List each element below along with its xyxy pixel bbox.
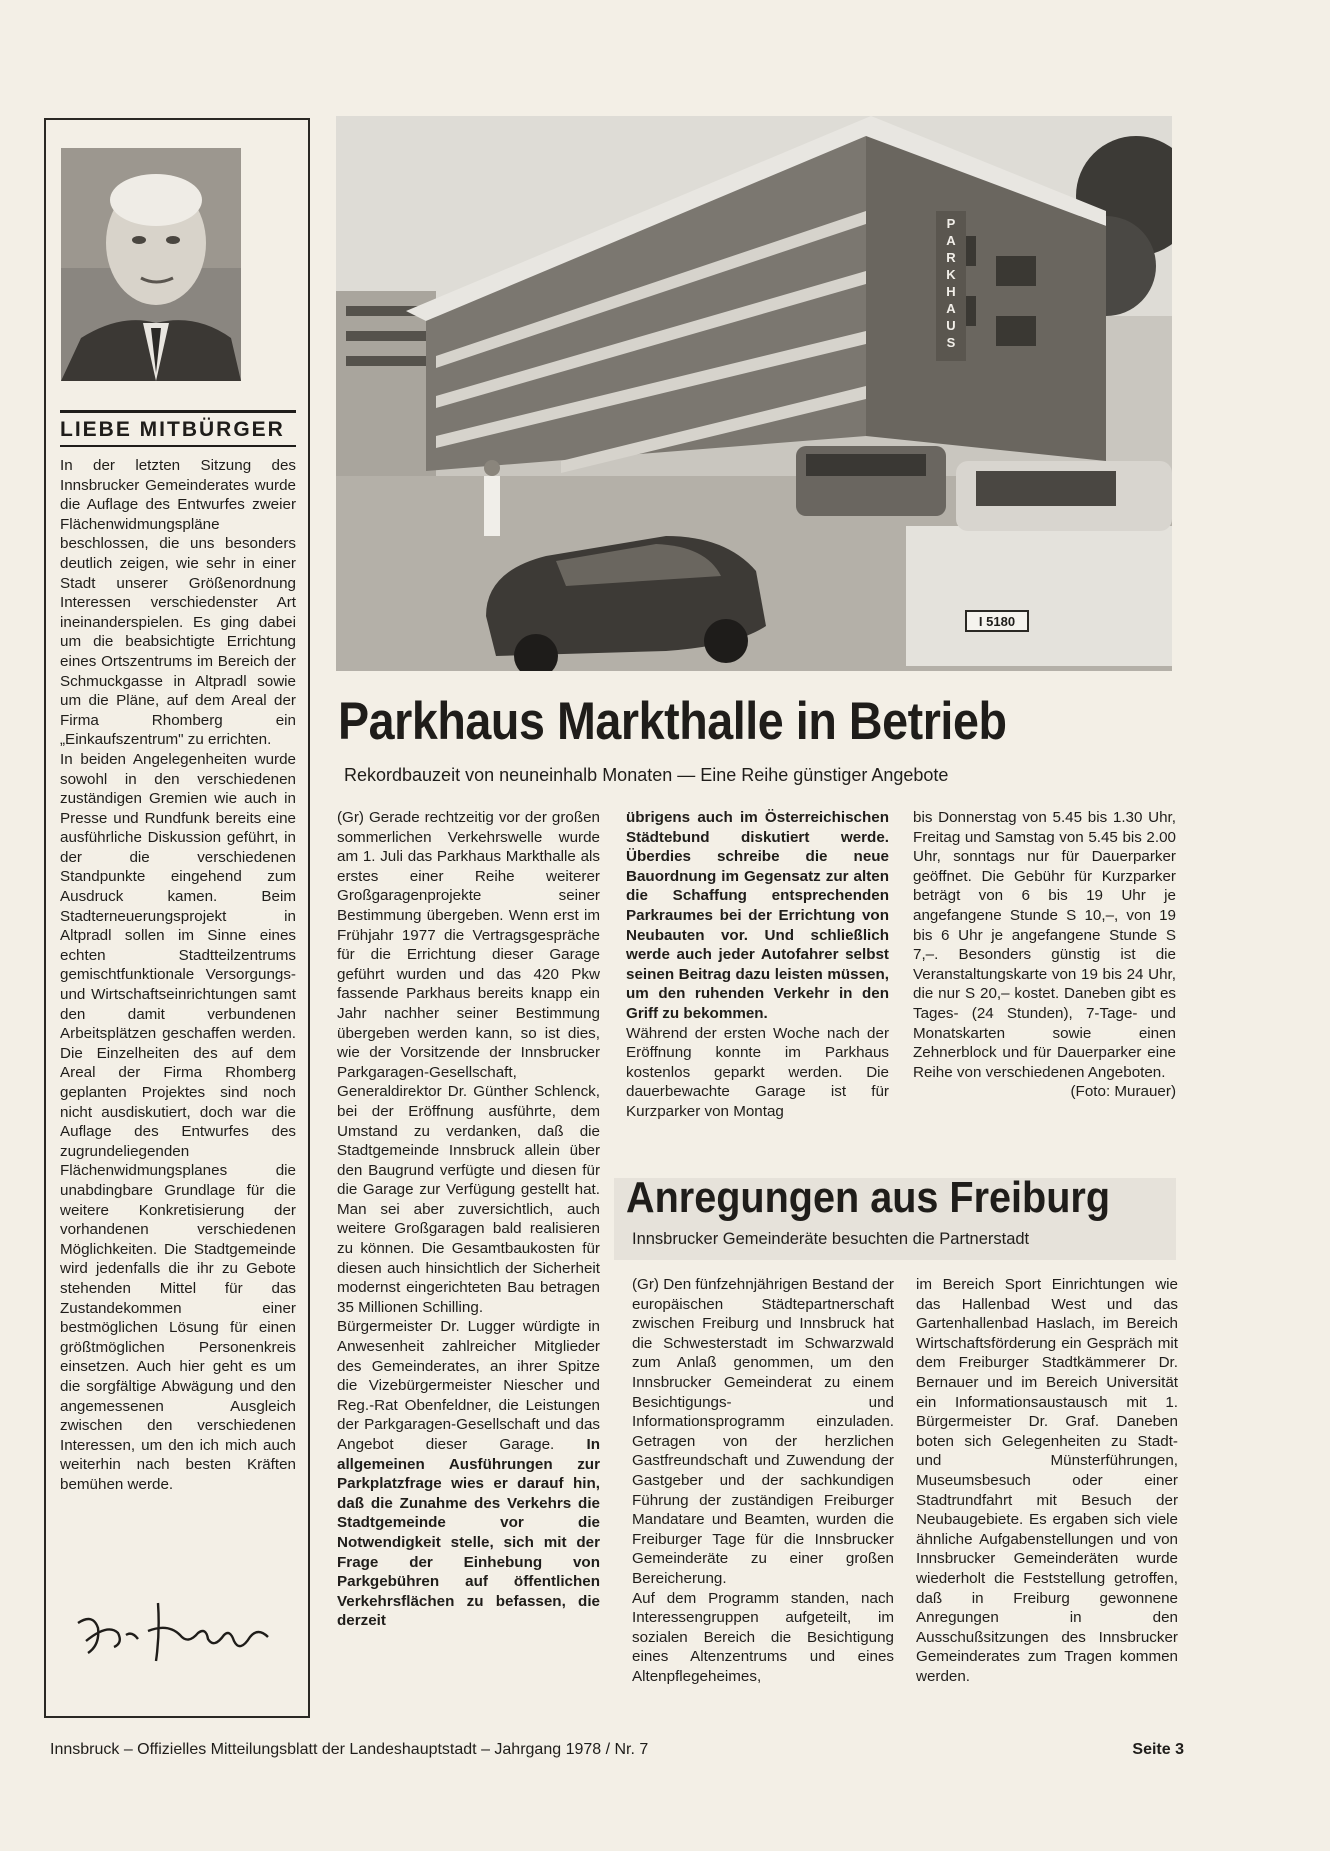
article1-subheadline: Rekordbauzeit von neuneinhalb Monaten — Eine Reihe günstiger Angebote xyxy=(344,765,949,785)
article1-paragraph: Während der ersten Woche nach der Eröffnung konnte im Parkhaus kostenlos geparkt werden. Die dauerbewachte Garage ist für Kurzparker von Montag xyxy=(626,1024,889,1120)
article2-paragraph: im Bereich Sport Einrichtungen wie das Hallenbad West und das Gartenhallenbad Haslach, im Bereich Wirtschaftsförderung ein Gespräch mit dem Freiburger Stadtkämmerer Dr. Bernauer und im Bereich Universität ein Informationsaustausch mit 1. Bürgermeister Dr. Graf. Daneben boten sich Gelegenheiten zu Stadt- und Münsterführungen, Museumsbesuch oder einer Stadtrundfahrt mit Besuch der Neubaugebiete. Es ergaben sich viele ähnliche Aufgabenstellungen und von Innsbrucker Gemeinderäten wurde wiederholt die Feststellung getroffen, daß in Freiburg gewonnene Anregungen in den Ausschußsitzungen des Innsbrucker Gemeinderates zum Tragen kommen werden. xyxy=(916,1276,1178,1685)
parkhaus-photo xyxy=(336,116,1172,671)
article1-headline: Parkhaus Markthalle in Betrieb xyxy=(338,692,1007,751)
article1-bold-paragraph: übrigens auch im Österreichischen Städtebund diskutiert werde. Überdies schreibe die neue Bauordnung im Gegensatz zur alten die Schaffung entsprechenden Parkraumes bei der Errichtung von Neubauten vor. Und schließlich werde auch jeder Autofahrer selbst seinen Beitrag dazu leisten müssen, um den ruhenden Verkehr in den Griff zu bekommen. xyxy=(626,809,889,1022)
sidebar-top-rule xyxy=(46,118,308,120)
publication-line: Innsbruck – Offizielles Mitteilungsblatt der Landeshauptstadt – Jahrgang 1978 / Nr. 7 xyxy=(50,1741,649,1758)
article1-paragraph: (Gr) Gerade rechtzeitig vor der großen sommerlichen Verkehrswelle wurde am 1. Juli das Parkhaus Markthalle als erstes einer Reihe weiterer Großgaragenprojekte seiner Bestimmung übergeben. Wenn erst im Frühjahr 1977 die Vertragsgespräche für die Errichtung dieser Garage geführt wurden und das 420 Pkw fassende Parkhaus bereits knapp ein Jahr nachher seiner Bestimmung übergeben werden kann, so ist dies, wie der Vorsitzende der Innsbrucker Parkgaragen-Gesellschaft, Generaldirektor Dr. Günther Schlenck, bei der Eröffnung ausführte, dem Umstand zu verdanken, daß die Stadtgemeinde Innsbruck allein über den Baugrund verfügte und diesen für die Garage zur Verfügung gestellt hat. Man sei aber zuversichtlich, auch weitere Großgaragen bald realisieren zu können. Die Gesamtbaukosten für diesen auch hinsichtlich der Sicherheit modernst eingerichteten Bau betragen 35 Millionen Schilling. xyxy=(337,809,600,1316)
page-footer xyxy=(50,1741,1184,1759)
article1-paragraph: bis Donnerstag von 5.45 bis 1.30 Uhr, Freitag und Samstag von 5.45 bis 2.00 Uhr, sonntags nur für Dauerparker geöffnet. Die Gebühr für Kurzparker beträgt von 6 bis 19 Uhr je angefangene Stunde S 10,–, von 19 bis 6 Uhr je angefangene Stunde S 7,–. Besonders günstig ist die Veranstaltungskarte von 19 bis 24 Uhr, die nur S 20,– kostet. Daneben gibt es Tages- (24 Stunden), 7-Tage- und Monatskarten sowie einen Zehnerblock und für Dauerparker eine Reihe von verschiedenen Angeboten. xyxy=(913,809,1176,1081)
portrait-illustration xyxy=(61,148,241,381)
signature-icon xyxy=(68,1583,288,1673)
sidebar-bottom-rule xyxy=(46,1716,308,1718)
parkhaus-sign: P A R K H A U S xyxy=(946,216,956,350)
sidebar-body xyxy=(60,456,296,1494)
sidebar-paragraph: In beiden Angelegenheiten wurde sowohl in den verschiedenen zuständigen Gremien wie auch in Presse und Rundfunk bereits eine ausführliche Diskussion geführt, in der die verschiedenen Standpunkte eingehend zum Ausdruck kamen. Beim Stadterneuerungsprojekt in Altpradl sollen im Sinne eines echten Stadtteilzentrums gemischtfunktionale Versorgungs- und Wirtschaftseinrichtungen samt den damit verbundenen Arbeitsplätzen geschaffen werden. Die Einzelheiten des auf dem Areal der Firma Rhomberg geplanten Projektes sind noch nicht ausdiskutiert, doch war die Auflage des Entwurfes des zugrundeliegenden Flächenwidmungsplanes die unabdingbare Grundlage für die weitere Konkretisierung der vorhandenen verschiedenen Möglichkeiten. Die Stadtgemeinde wird jedenfalls die ihr zu Gebote stehenden Mittel für das Zustandekommen einer bestmöglichen Lösung für einen größtmöglichen Personenkreis einsetzen. Auch hier geht es um die sorgfältige Abwägung und den angemessenen Ausgleich zwischen den verschiedenen Interessen, um den ich mich auch weiterhin nach besten Kräften bemühen werde. xyxy=(60,750,296,1493)
handwritten-signature xyxy=(68,1583,288,1673)
article2-column-2 xyxy=(916,1275,1178,1686)
sidebar-title: LIEBE MITBÜRGER xyxy=(60,410,296,447)
photo-credit: (Foto: Murauer) xyxy=(1070,1083,1176,1101)
page-number: Seite 3 xyxy=(1132,1741,1184,1758)
article1-column-3 xyxy=(913,808,1176,1102)
article2-column-1 xyxy=(632,1275,894,1686)
mayor-portrait xyxy=(61,148,241,381)
article2-headline: Anregungen aus Freiburg xyxy=(626,1173,1111,1222)
article2-paragraph: (Gr) Den fünfzehnjährigen Bestand der europäischen Städtepartnerschaft zwischen Freiburg und Innsbruck hat die Schwesterstadt im Schwarzwald zum Anlaß genommen, um den Innsbrucker Gemeinderat zu einem Besichtigungs- und Informationsprogramm einzuladen. Getragen von der herzlichen Gastfreundschaft und Zuwendung der Gastgeber und der sachkundigen Führung der zuständigen Freiburger Mandatare und Beamten, wurden die Freiburger Tage für die Innsbrucker Gemeinderäte zu einer großen Bereicherung. xyxy=(632,1276,894,1587)
article1-paragraph xyxy=(337,1317,600,1631)
article1-text: Bürgermeister Dr. Lugger würdigte in Anwesenheit zahlreicher Mitglieder des Gemeinderates, an ihrer Spitze die Vizebürgermeister Niescher und Reg.-Rat Obenfeldner, die Leistungen der Parkgaragen-Gesellschaft und das Angebot dieser Garage. xyxy=(337,1318,600,1453)
sidebar-paragraph: In der letzten Sitzung des Innsbrucker Gemeinderates wurde die Auflage des Entwurfes zweier Flächenwidmungspläne beschlossen, die uns besonders deutlich zeigen, wie sehr in einer Stadt unserer Größenordnung Interessen verschiedenster Art ineinanderspielen. Es ging dabei um die beabsichtigte Errichtung eines Ortszentrums im Bereich der Schmuckgasse in Altpradl sowie um die Pläne, auf dem Areal der Firma Rhomberg ein „Einkaufszentrum" zu errichten. xyxy=(60,457,296,749)
article2-subheadline: Innsbrucker Gemeinderäte besuchten die Partnerstadt xyxy=(632,1230,1030,1248)
article1-column-1 xyxy=(337,808,600,1631)
license-plate: I 5180 xyxy=(978,614,1016,629)
mayor-column xyxy=(44,118,310,1718)
article1-bold-text: In allgemeinen Ausführungen zur Parkplatzfrage wies er darauf hin, daß die Zunahme des Verkehrs die Stadtgemeinde vor die Notwendigkeit stelle, sich mit der Frage der Einhebung von Parkgebühren auf öffentlichen Verkehrsflächen zu befassen, die derzeit xyxy=(337,1436,600,1630)
article1-column-2 xyxy=(626,808,889,1122)
parkhaus-photo-illustration xyxy=(336,116,1172,671)
article2-paragraph: Auf dem Programm standen, nach Interessengruppen aufgeteilt, im sozialen Bereich die Besichtigung eines Altenzentrums und eines Altenpflegeheimes, xyxy=(632,1589,894,1685)
